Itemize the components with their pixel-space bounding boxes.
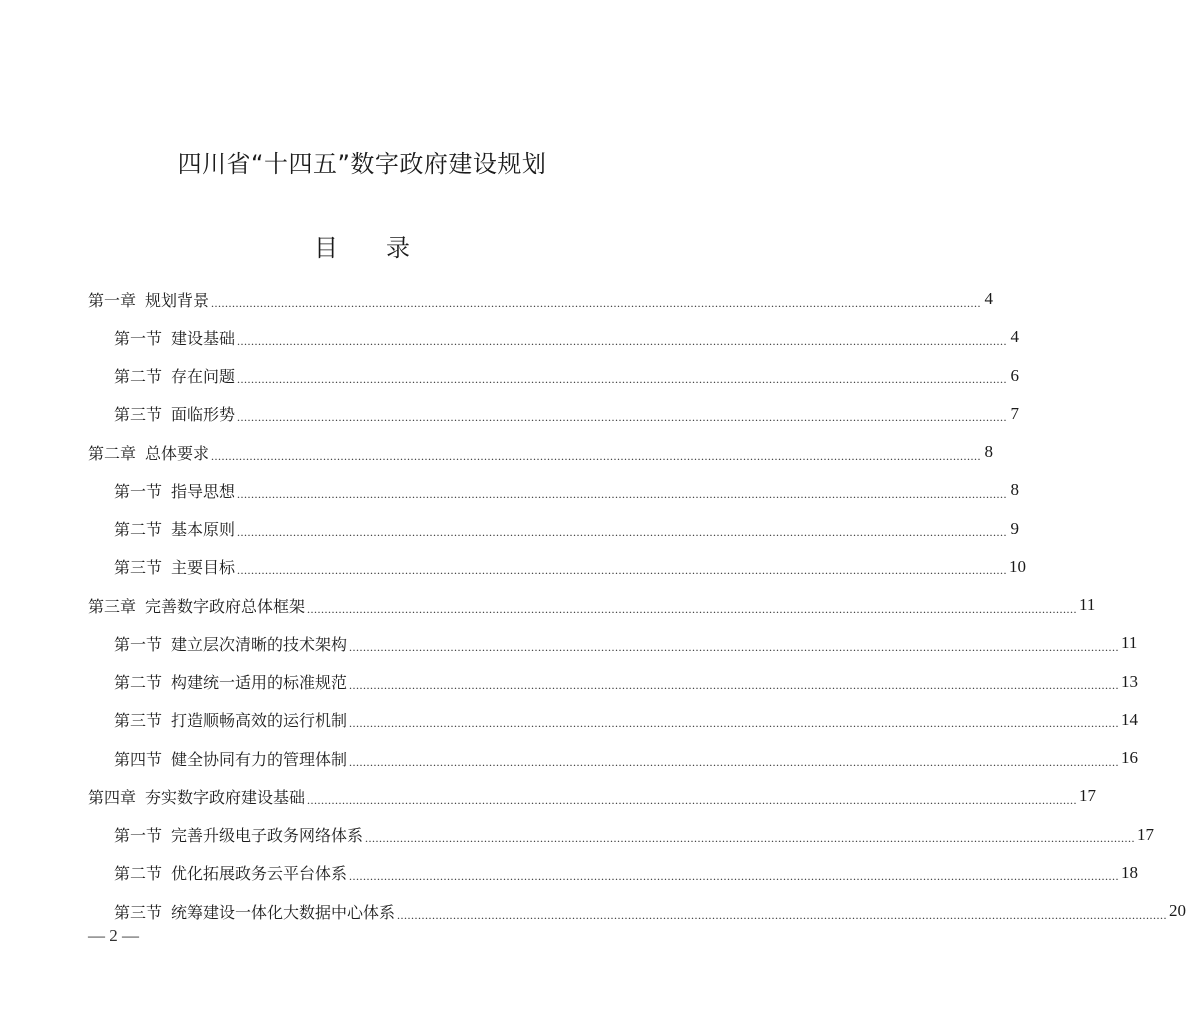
toc-entry-label: [114, 326, 235, 349]
toc-entry-title: 统筹建设一体化大数据中心体系: [171, 902, 396, 922]
toc-chapter-entry[interactable]: [88, 586, 1096, 624]
toc-entry-page: 11: [1121, 633, 1138, 653]
toc-entry-page: 20: [1169, 901, 1186, 921]
toc-entry-page: 17: [1079, 786, 1097, 806]
toc-section-entry[interactable]: [88, 892, 1186, 930]
toc-entry-number: 第三章: [88, 596, 137, 616]
toc-entry-title: 建立层次清晰的技术架构: [171, 634, 348, 654]
toc-entry-title: 完善数字政府总体框架: [145, 596, 306, 616]
toc-dot-leader: ............................................................................................................................................................................................................................: [307, 601, 1078, 616]
toc-entry-page: 14: [1121, 709, 1139, 729]
page-number: — 2 —: [88, 926, 139, 945]
toc-section-entry[interactable]: [88, 854, 1139, 892]
toc-entry-label: [114, 900, 395, 923]
toc-entry-label: [88, 594, 305, 617]
toc-entry-number: 第四章: [88, 787, 137, 807]
toc-dot-leader: ............................................................................................................................................................................................................................: [237, 410, 1008, 425]
toc-entry-number: 第四节: [114, 749, 163, 769]
toc-entry-label: [114, 479, 235, 502]
toc-entry-title: 主要目标: [171, 558, 236, 578]
toc-dot-leader: ............................................................................................................................................................................................................................: [397, 907, 1168, 922]
toc-entry-page: 13: [1121, 671, 1139, 691]
toc-entry-title: 指导思想: [171, 481, 236, 501]
toc-entry-number: 第二节: [114, 520, 163, 540]
toc-section-entry[interactable]: [88, 816, 1155, 854]
toc-dot-leader: ............................................................................................................................................................................................................................: [237, 563, 1008, 578]
toc-entry-title: 存在问题: [171, 367, 236, 387]
toc-chapter-entry[interactable]: [88, 433, 994, 471]
toc-entry-label: [88, 441, 209, 464]
toc-entry-number: 第三节: [114, 405, 163, 425]
toc-dot-leader: ............................................................................................................................................................................................................................: [349, 754, 1120, 769]
toc-entry-number: 第三节: [114, 711, 163, 731]
toc-entry-title: 打造顺畅高效的运行机制: [171, 711, 348, 731]
toc-dot-leader: ............................................................................................................................................................................................................................: [349, 869, 1120, 884]
toc-entry-number: 第二节: [114, 864, 163, 884]
toc-entry-label: [88, 785, 305, 808]
toc-entry-number: 第三节: [114, 902, 163, 922]
toc-entry-page: 4: [1010, 327, 1020, 347]
toc-entry-number: 第一节: [114, 481, 163, 501]
toc-entry-title: 规划背景: [145, 290, 210, 310]
toc-entry-label: [114, 555, 235, 578]
toc-entry-number: 第二节: [114, 367, 163, 387]
table-of-contents: [88, 280, 1186, 930]
toc-entry-page: 17: [1137, 824, 1155, 844]
toc-chapter-entry[interactable]: [88, 280, 994, 318]
toc-entry-page: 9: [1010, 518, 1020, 538]
toc-heading-char-1: 目: [314, 234, 338, 262]
toc-section-entry[interactable]: [88, 471, 1020, 509]
toc-section-entry[interactable]: [88, 318, 1020, 356]
toc-dot-leader: ............................................................................................................................................................................................................................: [349, 678, 1120, 693]
toc-dot-leader: ............................................................................................................................................................................................................................: [237, 486, 1008, 501]
toc-section-entry[interactable]: [88, 624, 1138, 662]
toc-entry-label: [114, 670, 347, 693]
toc-entry-title: 夯实数字政府建设基础: [145, 787, 306, 807]
toc-section-entry[interactable]: [88, 663, 1139, 701]
toc-entry-page: 8: [1010, 480, 1020, 500]
toc-entry-title: 基本原则: [171, 520, 236, 540]
toc-dot-leader: ............................................................................................................................................................................................................................: [237, 333, 1008, 348]
toc-chapter-entry[interactable]: [88, 777, 1097, 815]
toc-entry-title: 面临形势: [171, 405, 236, 425]
toc-entry-page: 8: [984, 442, 994, 462]
toc-entry-page: 7: [1010, 403, 1020, 423]
toc-entry-number: 第三节: [114, 558, 163, 578]
toc-dot-leader: ............................................................................................................................................................................................................................: [349, 716, 1120, 731]
document-title: 四川省“十四五”数字政府建设规划: [177, 150, 547, 178]
toc-entry-label: [114, 402, 235, 425]
toc-section-entry[interactable]: [88, 739, 1139, 777]
toc-entry-title: 建设基础: [171, 328, 236, 348]
toc-entry-label: [114, 364, 235, 387]
toc-entry-title: 构建统一适用的标准规范: [171, 673, 348, 693]
toc-entry-page: 10: [1009, 556, 1027, 576]
toc-entry-title: 健全协同有力的管理体制: [171, 749, 348, 769]
toc-dot-leader: ............................................................................................................................................................................................................................: [211, 448, 982, 463]
toc-entry-label: [114, 823, 363, 846]
toc-entry-number: 第二章: [88, 443, 137, 463]
toc-dot-leader: ............................................................................................................................................................................................................................: [211, 295, 982, 310]
toc-entry-label: [114, 861, 347, 884]
toc-heading-char-2: 录: [386, 234, 410, 262]
toc-entry-title: 完善升级电子政务网络体系: [171, 826, 364, 846]
toc-entry-number: 第一节: [114, 826, 163, 846]
toc-section-entry[interactable]: [88, 510, 1020, 548]
toc-entry-page: 16: [1121, 748, 1139, 768]
toc-entry-label: [114, 708, 347, 731]
toc-dot-leader: ............................................................................................................................................................................................................................: [365, 831, 1136, 846]
toc-entry-page: 6: [1010, 365, 1020, 385]
toc-entry-label: [114, 632, 347, 655]
toc-entry-title: 总体要求: [145, 443, 210, 463]
toc-entry-label: [88, 288, 209, 311]
toc-dot-leader: ............................................................................................................................................................................................................................: [307, 792, 1078, 807]
toc-entry-label: [114, 517, 235, 540]
toc-section-entry[interactable]: [88, 395, 1020, 433]
toc-dot-leader: ............................................................................................................................................................................................................................: [349, 639, 1120, 654]
toc-section-entry[interactable]: [88, 357, 1020, 395]
toc-section-entry[interactable]: [88, 701, 1139, 739]
toc-entry-page: 11: [1079, 595, 1096, 615]
toc-entry-number: 第一节: [114, 634, 163, 654]
toc-entry-label: [114, 747, 347, 770]
toc-entry-number: 第一章: [88, 290, 137, 310]
toc-entry-title: 优化拓展政务云平台体系: [171, 864, 348, 884]
toc-entry-page: 18: [1121, 862, 1139, 882]
toc-heading: [0, 228, 724, 263]
toc-dot-leader: ............................................................................................................................................................................................................................: [237, 372, 1008, 387]
toc-entry-number: 第一节: [114, 328, 163, 348]
toc-entry-number: 第二节: [114, 673, 163, 693]
toc-dot-leader: ............................................................................................................................................................................................................................: [237, 525, 1008, 540]
toc-entry-page: 4: [984, 289, 994, 309]
toc-section-entry[interactable]: [88, 548, 1027, 586]
